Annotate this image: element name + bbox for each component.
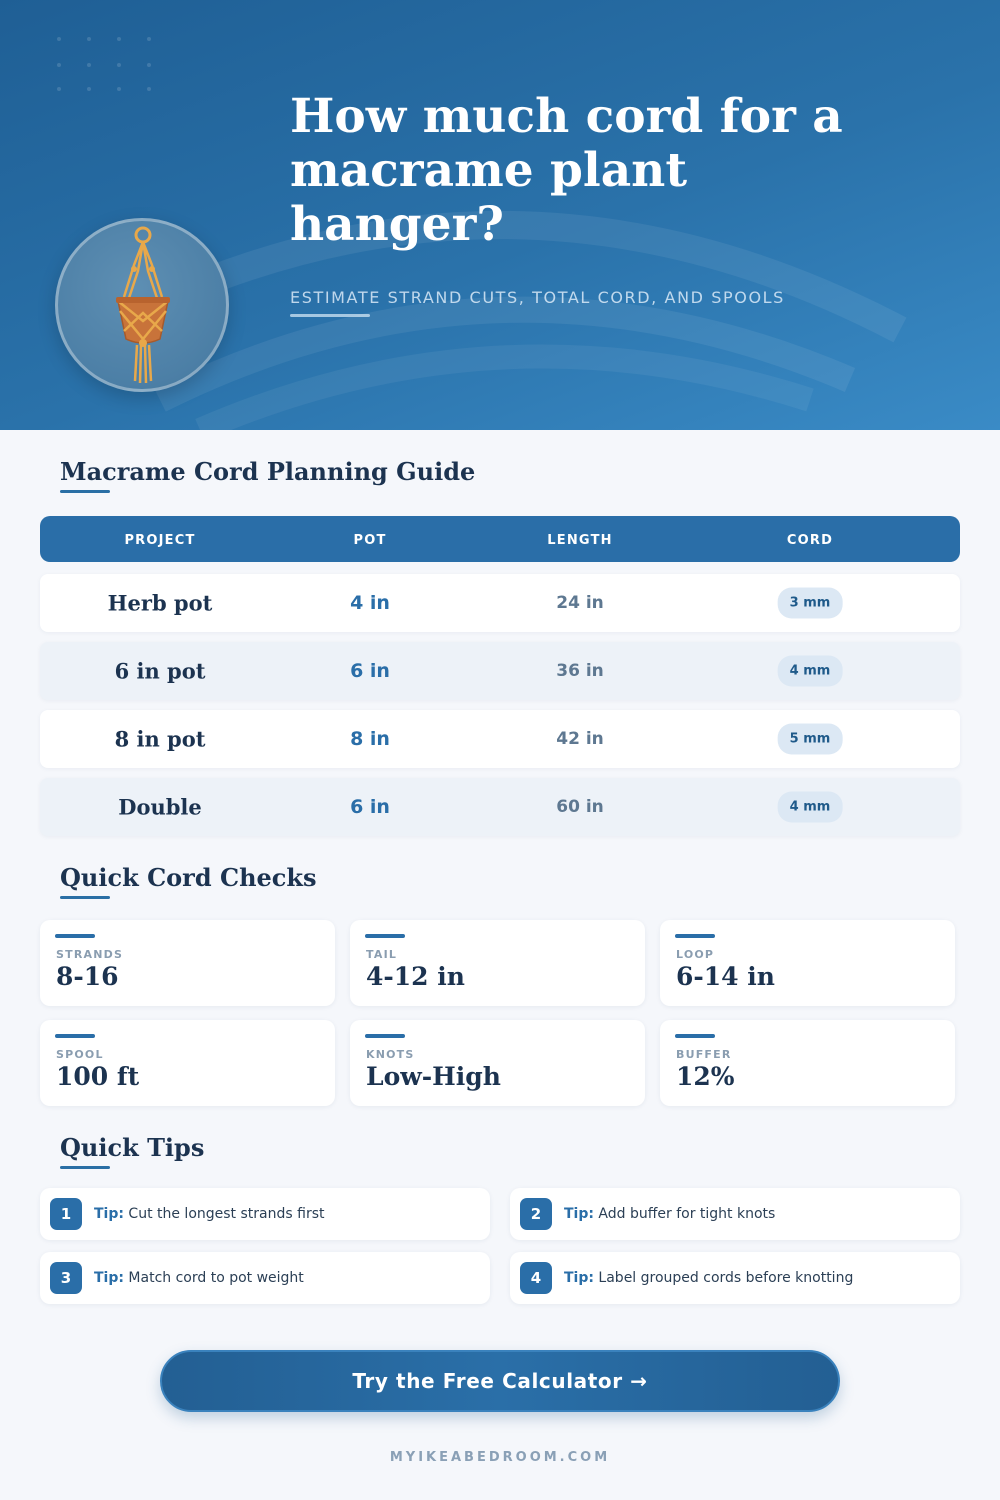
pot-cell: 4 in <box>350 592 390 614</box>
stat-card-buffer <box>660 1020 955 1106</box>
tip-prefix: Tip: <box>564 1206 594 1222</box>
stat-card-strands <box>40 920 335 1006</box>
tip-number-badge: 1 <box>50 1198 82 1230</box>
calculator-cta-button[interactable]: Try the Free Calculator → <box>160 1350 840 1412</box>
card-accent <box>365 934 405 938</box>
table-row <box>40 778 960 836</box>
guide-title: Macrame Cord Planning Guide <box>60 457 476 486</box>
tip-text <box>564 1206 775 1222</box>
stat-card-knots <box>350 1020 645 1106</box>
checks-title-underline <box>60 896 110 899</box>
stat-card-spool <box>40 1020 335 1106</box>
tip-number-badge: 2 <box>520 1198 552 1230</box>
tip-prefix: Tip: <box>564 1270 594 1286</box>
stat-label: LOOP <box>676 948 715 961</box>
length-cell: 60 in <box>556 797 604 817</box>
stat-card-loop <box>660 920 955 1006</box>
column-header-project: PROJECT <box>124 533 196 548</box>
stat-value: 100 ft <box>56 1062 140 1091</box>
length-cell: 24 in <box>556 593 604 613</box>
stat-label: SPOOL <box>56 1048 104 1061</box>
stat-value: Low-High <box>366 1062 501 1091</box>
tips-title: Quick Tips <box>60 1133 205 1162</box>
cord-badge: 5 mm <box>778 724 843 755</box>
tips-title-underline <box>60 1166 110 1169</box>
card-accent <box>55 1034 95 1038</box>
pot-cell: 8 in <box>350 728 390 750</box>
column-header-cord: CORD <box>786 533 834 548</box>
table-row <box>40 574 960 632</box>
guide-title-underline <box>60 490 110 493</box>
cord-badge: 4 mm <box>778 792 843 823</box>
page-title: How much cord for a macrame plant hanger? <box>290 89 843 252</box>
tip-prefix: Tip: <box>94 1270 124 1286</box>
tip-text <box>564 1270 853 1286</box>
stat-value: 8-16 <box>56 962 119 991</box>
tip-item <box>510 1252 960 1304</box>
subtitle-underline <box>290 314 370 317</box>
tip-item <box>40 1252 490 1304</box>
stat-value: 6-14 in <box>676 962 775 991</box>
hero-banner <box>0 0 1000 430</box>
pot-cell: 6 in <box>350 796 390 818</box>
stat-label: BUFFER <box>676 1048 732 1061</box>
tip-body: Label grouped cords before knotting <box>598 1270 854 1286</box>
tip-number-badge: 4 <box>520 1262 552 1294</box>
card-accent <box>365 1034 405 1038</box>
length-cell: 42 in <box>556 729 604 749</box>
project-cell: 6 in pot <box>114 658 206 684</box>
project-cell: 8 in pot <box>114 726 206 752</box>
tip-body: Add buffer for tight knots <box>598 1206 776 1222</box>
card-accent <box>675 934 715 938</box>
card-accent <box>675 1034 715 1038</box>
stat-value: 4-12 in <box>366 962 465 991</box>
stat-card-tail <box>350 920 645 1006</box>
macrame-hanger-icon <box>55 218 229 392</box>
stat-value: 12% <box>676 1062 735 1091</box>
table-header <box>40 516 960 562</box>
tip-number-badge: 3 <box>50 1262 82 1294</box>
page-subtitle: ESTIMATE STRAND CUTS, TOTAL CORD, AND SPOOLS <box>290 288 785 307</box>
project-cell: Double <box>118 794 202 820</box>
table-row <box>40 642 960 700</box>
footer-site-name: MYIKEABEDROOM.COM <box>389 1450 611 1465</box>
stat-label: STRANDS <box>56 948 124 961</box>
table-row <box>40 710 960 768</box>
pot-cell: 6 in <box>350 660 390 682</box>
tip-prefix: Tip: <box>94 1206 124 1222</box>
tip-item <box>510 1188 960 1240</box>
length-cell: 36 in <box>556 661 604 681</box>
checks-title: Quick Cord Checks <box>60 863 317 892</box>
column-header-pot: POT <box>353 533 387 548</box>
tip-body: Match cord to pot weight <box>128 1270 304 1286</box>
tip-item <box>40 1188 490 1240</box>
stat-label: KNOTS <box>366 1048 415 1061</box>
cord-badge: 4 mm <box>778 656 843 687</box>
tip-text <box>94 1270 304 1286</box>
card-accent <box>55 934 95 938</box>
tip-body: Cut the longest strands first <box>128 1206 325 1222</box>
cord-badge: 3 mm <box>778 588 843 619</box>
project-cell: Herb pot <box>107 590 213 616</box>
column-header-length: LENGTH <box>547 533 613 548</box>
tip-text <box>94 1206 324 1222</box>
stat-label: TAIL <box>366 948 398 961</box>
